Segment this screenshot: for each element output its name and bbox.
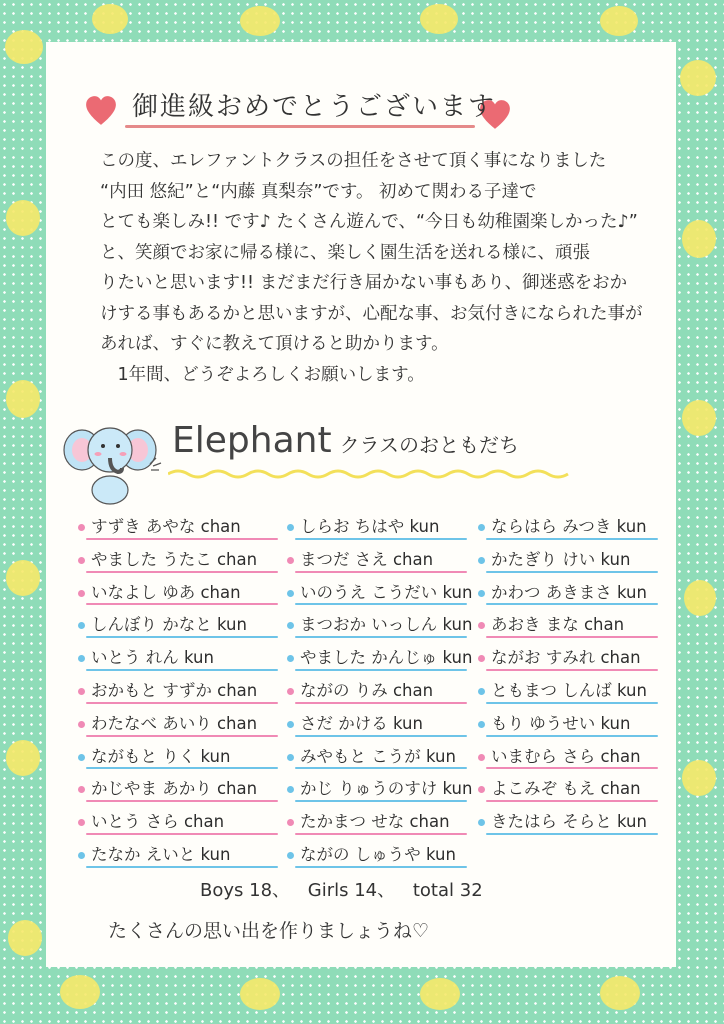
title-underline: [125, 125, 475, 128]
student-name: おかもと すずか chan: [78, 677, 278, 710]
border-decoration: [5, 30, 43, 64]
student-name: みやもと こうが kun: [287, 743, 467, 776]
student-name: いなよし ゆあ chan: [78, 579, 278, 612]
boys-count: Boys 18、: [200, 880, 291, 901]
border-decoration: [420, 4, 458, 34]
border-decoration: [240, 6, 280, 36]
border-decoration: [420, 978, 460, 1010]
wavy-underline: [168, 468, 578, 480]
class-name-japanese: クラスのおともだち: [339, 433, 519, 457]
message-line: 1年間、どうぞよろしくお願いします。: [100, 364, 425, 385]
closing-message: たくさんの思い出を作りましょうね♡: [108, 920, 430, 942]
class-heading: [172, 420, 519, 461]
border-decoration: [680, 60, 716, 96]
border-decoration: [600, 976, 640, 1010]
border-decoration: [6, 380, 40, 418]
student-name: わたなべ あいり chan: [78, 710, 278, 743]
student-name: ならはら みつき kun: [478, 513, 658, 546]
border-decoration: [60, 975, 100, 1009]
message-line: “内田 悠紀”と“内藤 真梨奈”です。 初めて関わる子達で: [100, 181, 537, 202]
border-decoration: [600, 6, 638, 36]
border-decoration: [6, 560, 40, 596]
border-decoration: [240, 978, 280, 1010]
student-name: かたぎり けい kun: [478, 546, 658, 579]
student-name: しんぼり かなと kun: [78, 611, 278, 644]
student-name: あおき まな chan: [478, 611, 658, 644]
student-name: ながもと りく kun: [78, 743, 278, 776]
total-count: total 32: [412, 880, 483, 901]
student-name: いまむら さら chan: [478, 743, 658, 776]
student-name: すずき あやな chan: [78, 513, 278, 546]
student-name: もり ゆうせい kun: [478, 710, 658, 743]
border-decoration: [684, 580, 716, 616]
student-name: ながの しゅうや kun: [287, 841, 467, 874]
border-decoration: [682, 400, 716, 436]
message-body: [100, 146, 660, 390]
student-name: ともまつ しんば kun: [478, 677, 658, 710]
student-name: かじ りゅうのすけ kun: [287, 775, 467, 808]
student-name: やました うたこ chan: [78, 546, 278, 579]
student-name: やました かんじゅ kun: [287, 644, 467, 677]
border-decoration: [92, 4, 128, 34]
student-name: かわつ あきまさ kun: [478, 579, 658, 612]
border-decoration: [6, 200, 40, 236]
girls-count: Girls 14、: [307, 880, 396, 901]
message-line: と、笑顔でお家に帰る様に、楽しく園生活を送れる様に、頑張: [100, 242, 590, 263]
border-decoration: [682, 760, 716, 796]
student-name: さだ かける kun: [287, 710, 467, 743]
elephant-illustration: [60, 418, 170, 508]
student-name: しらお ちはや kun: [287, 513, 467, 546]
student-name: ながお すみれ chan: [478, 644, 658, 677]
student-name: まつだ さえ chan: [287, 546, 467, 579]
message-line: けする事もあるかと思いますが、心配な事、お気付きになられた事が: [100, 303, 643, 324]
student-column: [78, 513, 278, 874]
message-line: あれば、すぐに教えて頂けると助かります。: [100, 334, 449, 354]
border-decoration: [682, 220, 716, 258]
student-name: いとう れん kun: [78, 644, 278, 677]
student-name: きたはら そらと kun: [478, 808, 658, 841]
student-name: いとう さら chan: [78, 808, 278, 841]
student-name: たかまつ せな chan: [287, 808, 467, 841]
student-name: かじやま あかり chan: [78, 775, 278, 808]
student-name: いのうえ こうだい kun: [287, 579, 467, 612]
student-column: [287, 513, 473, 874]
class-counts: [200, 876, 483, 902]
message-line: この度、エレファントクラスの担任をさせて頂く事になりました: [100, 151, 607, 171]
border-decoration: [8, 920, 42, 956]
message-line: りたいと思います!! まだまだ行き届かない事もあり、御迷惑をおか: [100, 273, 628, 293]
page-title: 御進級おめでとうございます: [132, 92, 497, 122]
class-name-english: Elephant: [172, 420, 332, 461]
student-name: よこみぞ もえ chan: [478, 775, 658, 808]
student-name: たなか えいと kun: [78, 841, 278, 874]
heart-icon: [84, 94, 118, 128]
border-decoration: [6, 740, 40, 776]
student-column: [478, 513, 658, 841]
student-name: まつおか いっしん kun: [287, 611, 467, 644]
student-name: ながの りみ chan: [287, 677, 467, 710]
message-line: とても楽しみ!! です♪ たくさん遊んで、“今日も幼稚園楽しかった♪”: [100, 212, 638, 232]
